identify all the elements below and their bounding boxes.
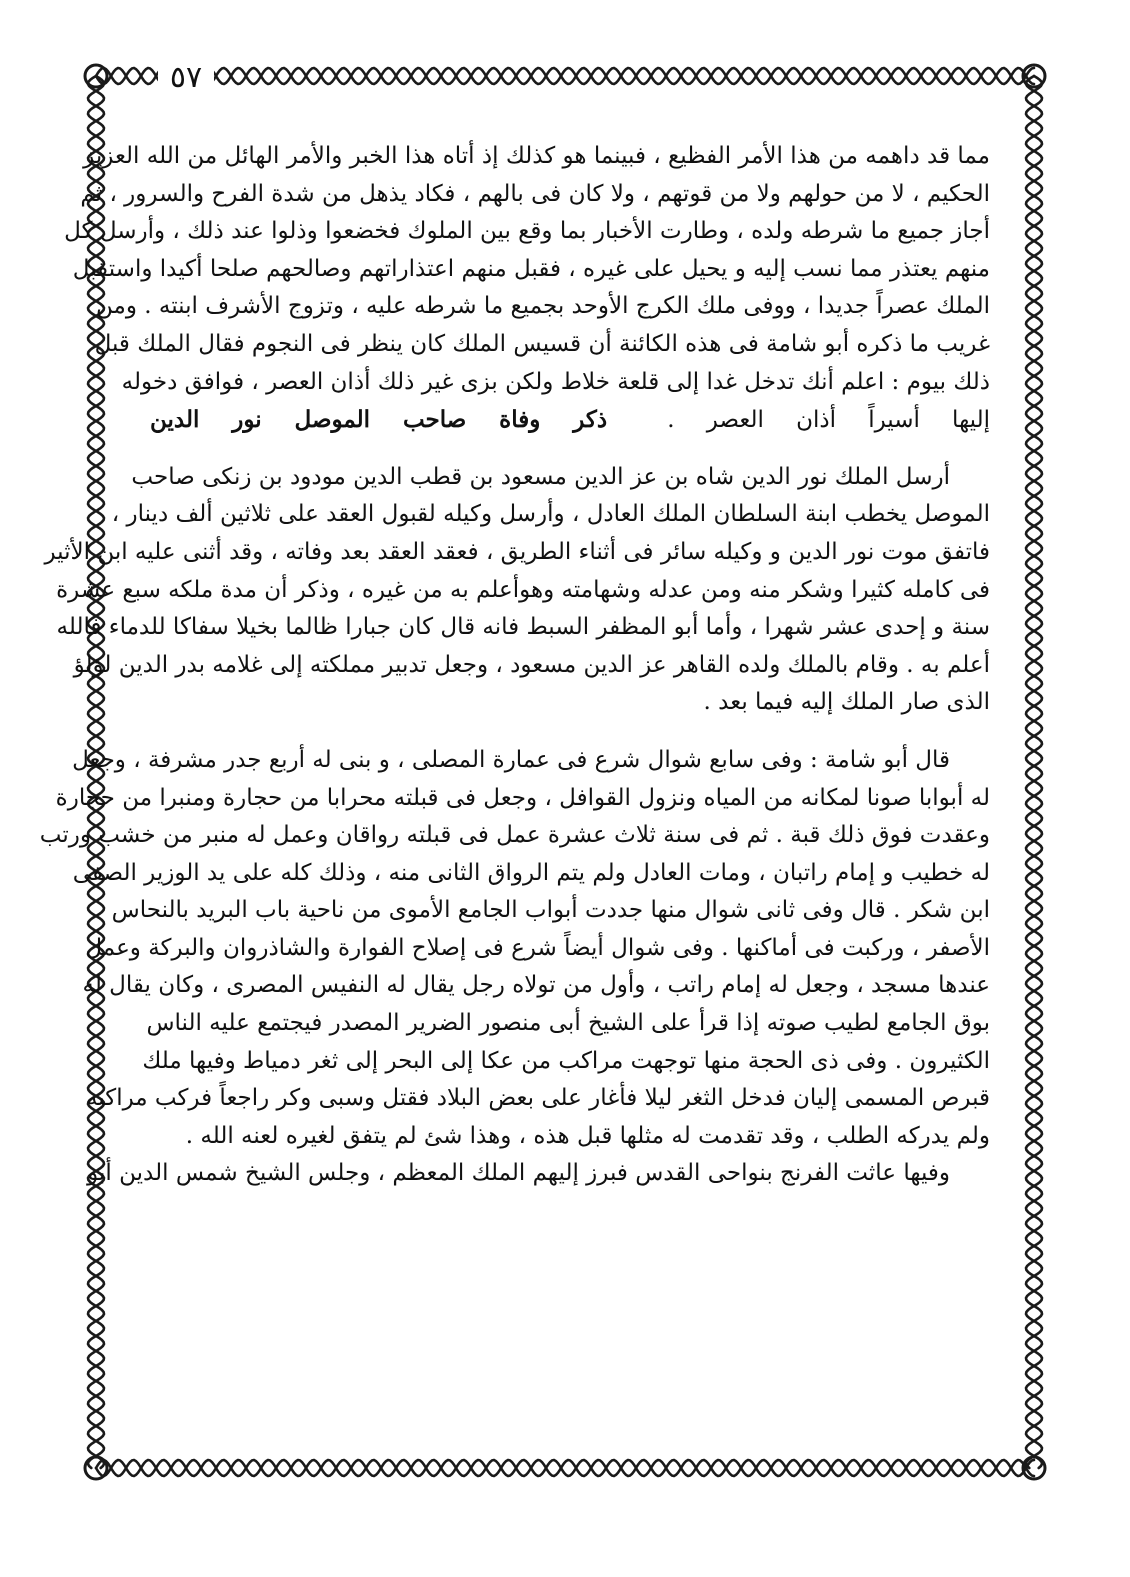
text-line: الأصفر ، وركبت فى أماكنها . وفى شوال أيضاً شرع فى إصلاح الفوارة والشاذروان والبركة وعمل	[85, 934, 990, 961]
text-line: الحكيم ، لا من حولهم ولا من قوتهم ، ولا كان فى بالهم ، فكاد يذهل من شدة الفرح والسرور ، ثم	[80, 180, 990, 207]
text-line: مما قد داهمه من هذا الأمر الفظيع ، فبينما هو كذلك إذ أتاه هذا الخبر والأمر الهائل من الله العزيز	[83, 143, 990, 169]
text-line: منهم يعتذر مما نسب إليه و يحيل على غيره ، فقبل منهم اعتذاراتهم وصالحهم صلحا أكيدا واستقبل	[72, 255, 990, 282]
text-line: الذى صار الملك إليه فيما بعد .	[703, 689, 990, 716]
text-line: فى كامله كثيرا وشكر منه ومن عدله وشهامته وهوأعلم به من غيره ، وذكر أن مدة ملكه سبع عشرة	[56, 576, 990, 603]
border-bottom-chain	[96, 1460, 1034, 1476]
text-line-end: إليها أسيراً أذان العصر .	[667, 407, 991, 434]
text-line: الموصل يخطب ابنة السلطان الملك العادل ، وأرسل وكيله لقبول العقد على ثلاثين ألف دينار ،	[111, 501, 990, 528]
text-line: له أبوابا صونا لمكانه من المياه ونزول القوافل ، وجعل فى قبلته محرابا من حجارة ومنبرا من حجارة	[55, 784, 990, 811]
text-line-with-heading	[150, 401, 990, 439]
text-line: ولم يدركه الطلب ، وقد تقدمت له مثلها قبل هذه ، وهذا شئ لم يتفق لغيره لعنه الله .	[185, 1122, 990, 1149]
text-line: أعلم به . وقام بالملك ولده القاهر عز الدين مسعود ، وجعل تدبير مملكته إلى غلامه بدر الدين لؤلؤ	[73, 651, 990, 678]
text-line: ابن شكر . قال وفى ثانى شوال منها جددت أبواب الجامع الأموى من ناحية باب البريد بالنحاس	[111, 897, 990, 924]
border-right-chain	[1026, 76, 1042, 1468]
paragraph-gap	[150, 439, 990, 459]
text-line: أرسل الملك نور الدين شاه بن عز الدين مسعود بن قطب الدين مودود بن زنكى صاحب	[131, 463, 950, 490]
text-line: ذلك بيوم : اعلم أنك تدخل غدا إلى قلعة خلاط ولكن بزى غير ذلك أذان العصر ، فوافق دخوله	[121, 368, 990, 395]
text-line: قال أبو شامة : وفى سابع شوال شرع فى عمارة المصلى ، و بنى له أربع جدر مشرفة ، وجعل	[72, 746, 950, 773]
page-number: ٥٧	[158, 58, 214, 98]
text-line: غريب ما ذكره أبو شامة فى هذه الكائنة أن قسيس الملك كان ينظر فى النجوم فقال الملك قبل	[94, 330, 990, 357]
text-line: قبرص المسمى إليان فدخل الثغر ليلا فأغار على بعض البلاد فقتل وسبى وكر راجعاً فركب مراكبه	[85, 1085, 990, 1112]
chain-strand	[1026, 76, 1042, 1468]
body-text	[39, 138, 991, 1428]
text-line: عندها مسجد ، وجعل له إمام راتب ، وأول من تولاه رجل يقال له النفيس المصرى ، وكان يقال له	[82, 972, 990, 999]
text-line: له خطيب و إمام راتبان ، ومات العادل ولم يتم الرواق الثانى منه ، وذلك كله على يد الوزير الصفى	[72, 859, 990, 886]
text-line: أجاز جميع ما شرطه ولده ، وطارت الأخبار بما وقع بين الملوك فخضعوا وذلوا عند ذلك ، وأرسل كل	[64, 218, 990, 245]
text-line: سنة و إحدى عشر شهرا ، وأما أبو المظفر السبط فانه قال كان جبارا ظالما بخيلا سفاكا للدماء فالله	[56, 614, 990, 641]
text-line: وفيها عاثت الفرنج بنواحى القدس فبرز إليهم الملك المعظم ، وجلس الشيخ شمس الدين أبو	[87, 1160, 950, 1187]
text-line: الكثيرون . وفى ذى الحجة منها توجهت مراكب من عكا إلى البحر إلى ثغر دمياط وفيها ملك	[142, 1047, 990, 1074]
text-line: بوق الجامع لطيب صوته إذا قرأ على الشيخ أبى منصور الضرير المصدر فيجتمع عليه الناس	[146, 1010, 990, 1037]
paragraph-gap	[150, 722, 990, 742]
text-line: فاتفق موت نور الدين و وكيله سائر فى أثناء الطريق ، فعقد العقد بعد وفاته ، وقد أثنى عليه ابن الأثير	[44, 538, 990, 565]
section-heading: ذكر وفاة صاحب الموصل نور الدين	[150, 406, 608, 434]
text-line: وعقدت فوق ذلك قبة . ثم فى سنة ثلاث عشرة عمل فى قبلته رواقان وعمل له منبر من خشب ورتب	[39, 822, 990, 849]
text-line: الملك عصراً جديدا ، ووفى ملك الكرج الأوحد بجميع ما شرطه عليه ، وتزوج الأشرف ابنته . ومن	[96, 293, 990, 320]
